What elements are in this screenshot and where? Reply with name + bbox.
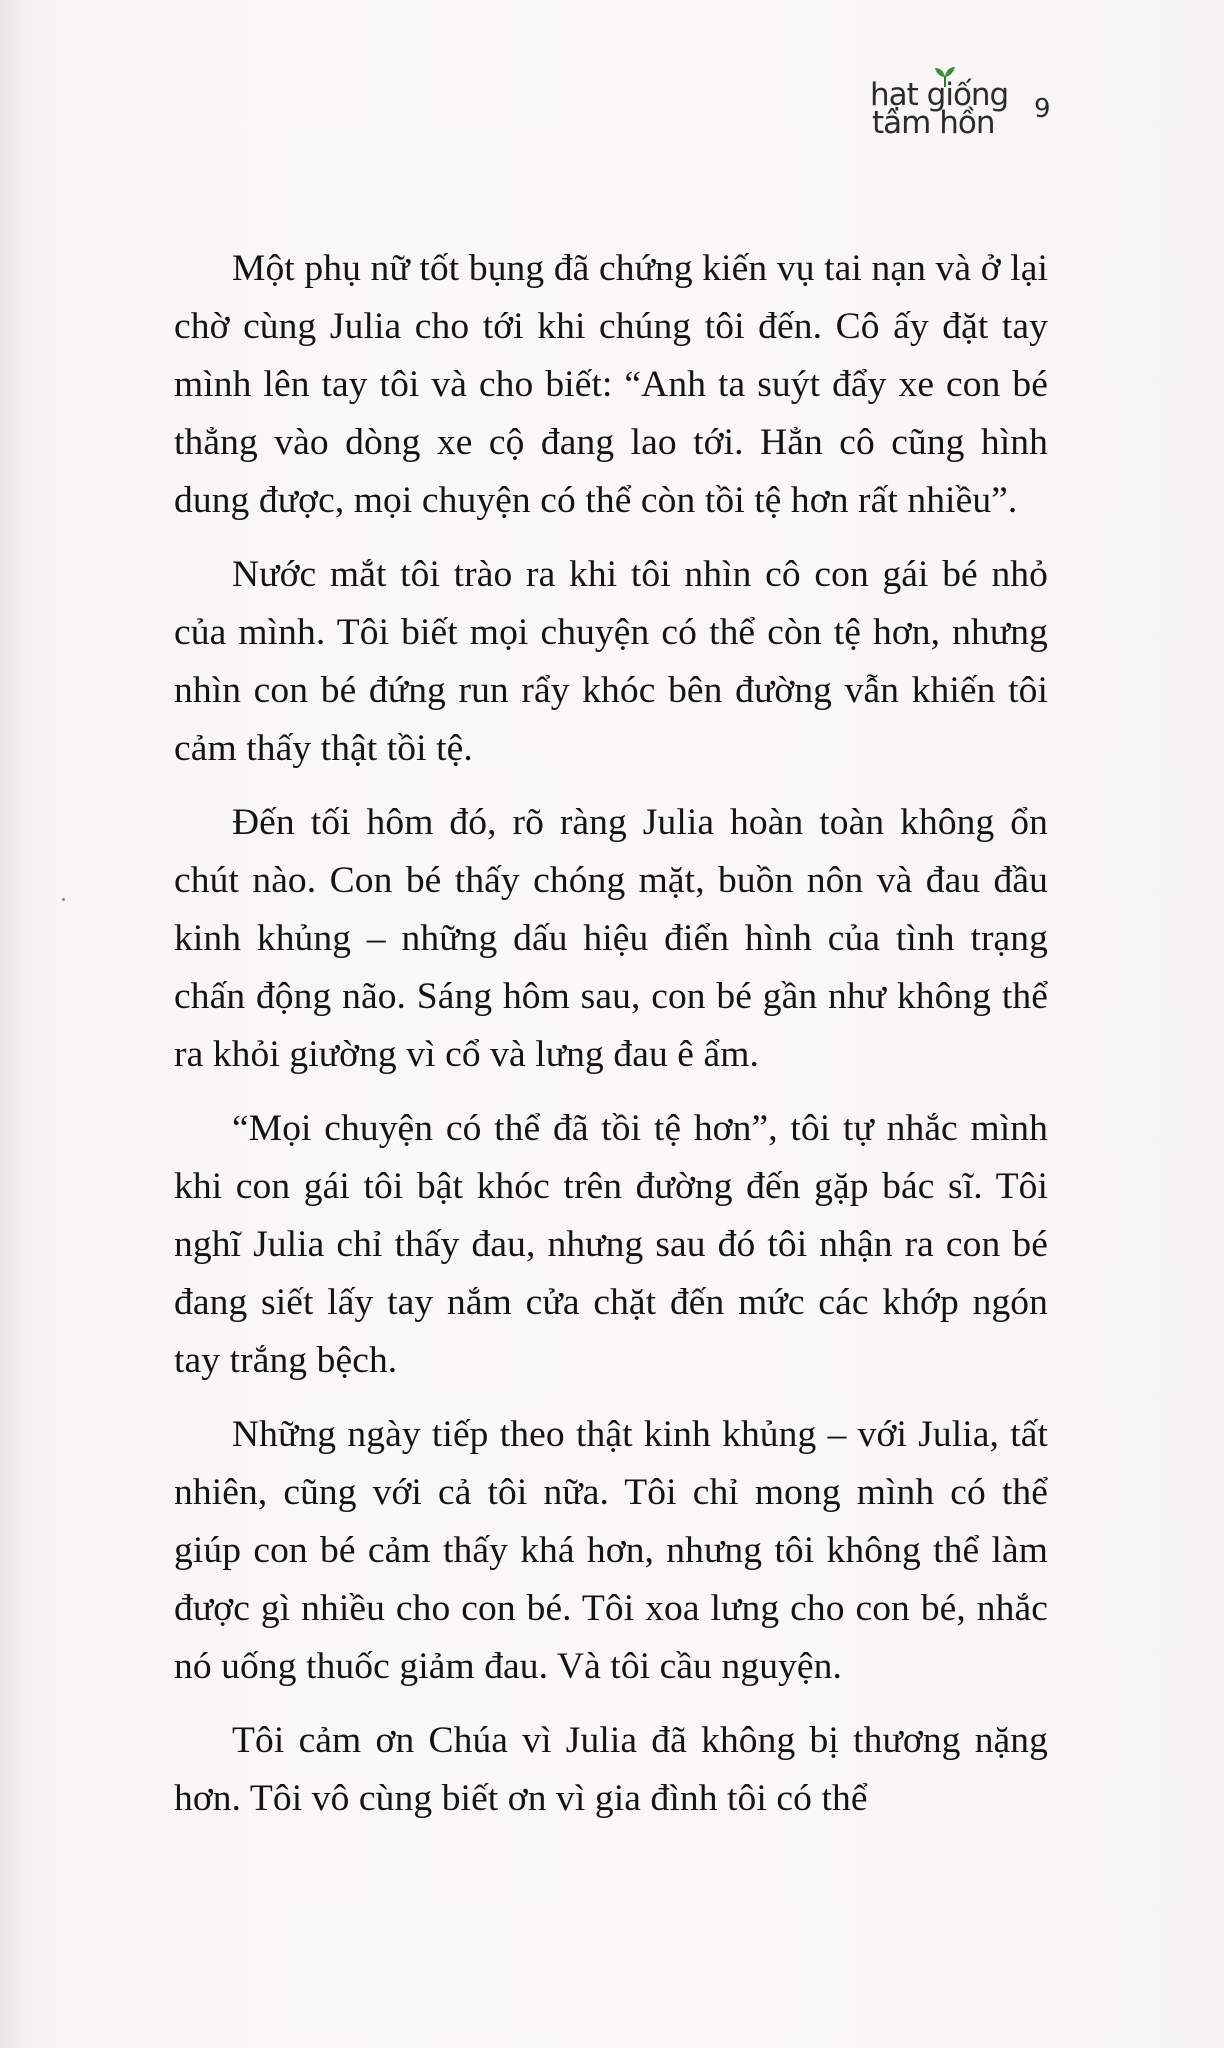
paragraph: Nước mắt tôi trào ra khi tôi nhìn cô con gái bé nhỏ của mình. Tôi biết mọi chuyện có thể còn tệ hơn, nhưng nhìn con bé đứng run rẩy khóc bên đường vẫn khiến tôi cảm thấy thật tồi tệ. [174,554,1048,769]
page-header [868,78,1068,148]
body-text [174,240,1048,1844]
paragraph: Đến tối hôm đó, rõ ràng Julia hoàn toàn không ổn chút nào. Con bé thấy chóng mặt, buồn nôn và đau đầu kinh khủng – những dấu hiệu điển hình của tình trạng chấn động não. Sáng hôm sau, con bé gần như không thể ra khỏi giường vì cổ và lưng đau ê ẩm. [174,802,1048,1075]
paragraph: “Mọi chuyện có thể đã tồi tệ hơn”, tôi tự nhắc mình khi con gái tôi bật khóc trên đường đến gặp bác sĩ. Tôi nghĩ Julia chỉ thấy đau, nhưng sau đó tôi nhận ra con bé đang siết lấy tay nắm cửa chặt đến mức các khớp ngón tay trắng bệch. [174,1108,1048,1381]
publisher-logo [868,77,1009,148]
logo-line-2: tâm hồn [872,105,995,141]
margin-speck [62,898,65,901]
page-number: 9 [1034,94,1051,124]
paragraph: Một phụ nữ tốt bụng đã chứng kiến vụ tai nạn và ở lại chờ cùng Julia cho tới khi chúng tôi đến. Cô ấy đặt tay mình lên tay tôi và cho biết: “Anh ta suýt đẩy xe con bé thẳng vào dòng xe cộ đang lao tới. Hẳn cô cũng hình dung được, mọi chuyện có thể còn tồi tệ hơn rất nhiều”. [174,248,1048,521]
paragraph: Tôi cảm ơn Chúa vì Julia đã không bị thương nặng hơn. Tôi vô cùng biết ơn vì gia đình tôi có thể [174,1720,1048,1819]
logo-line-1: hạt giống [870,77,1009,113]
page-edge-shadow [0,0,22,2048]
paragraph: Những ngày tiếp theo thật kinh khủng – với Julia, tất nhiên, cũng với cả tôi nữa. Tôi chỉ mong mình có thể giúp con bé cảm thấy khá hơn, nhưng tôi không thể làm được gì nhiều cho con bé. Tôi xoa lưng cho con bé, nhắc nó uống thuốc giảm đau. Và tôi cầu nguyện. [174,1414,1048,1687]
